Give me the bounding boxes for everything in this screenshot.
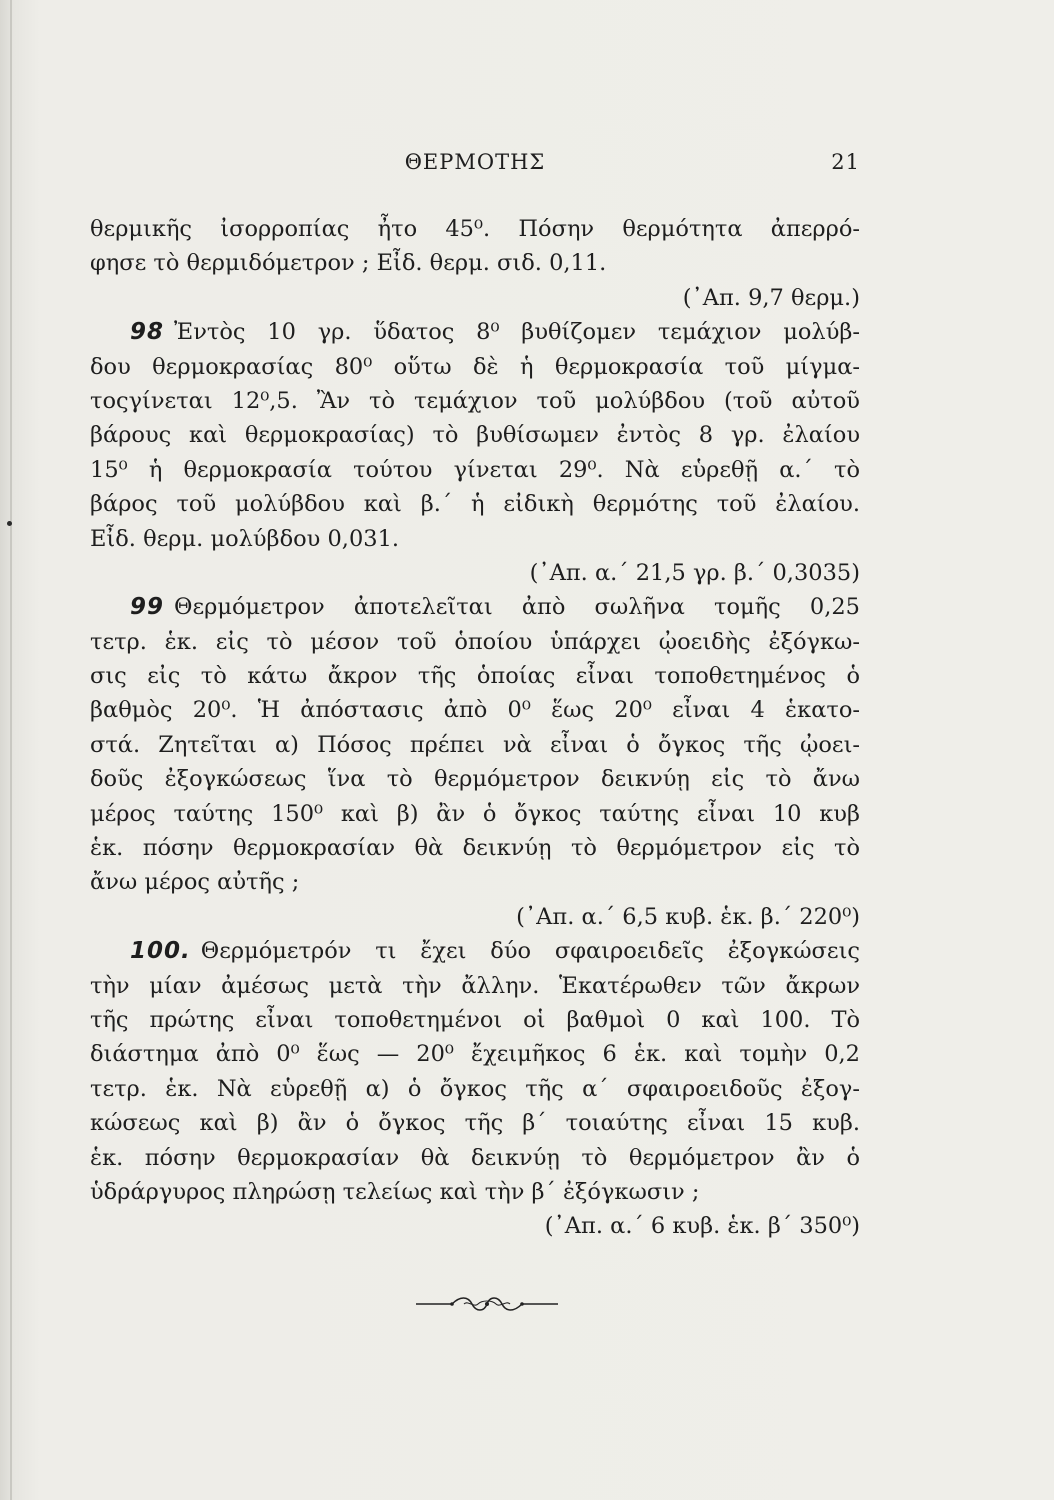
text-line: τὴν μίαν ἀμέσως μετὰ τὴν ἄλλην. Ἑκατέρωθεν τῶν ἄκρων bbox=[90, 972, 860, 999]
text-line: Θερμόμετρόν τι ἔχει δύο σφαιροειδεῖς ἐξογκώσεις bbox=[200, 938, 860, 965]
text-line: βάρους καὶ θερμοκρασίας) τὸ βυθίσωμεν ἐντὸς 8 γρ. ἐλαίου bbox=[90, 422, 860, 449]
running-header bbox=[90, 150, 860, 180]
binding-edge bbox=[10, 0, 12, 1500]
text-line: ὑδράργυρος πληρώσῃ τελείως καὶ τὴν β΄ ἐξόγκωσιν ; bbox=[90, 1178, 700, 1205]
problem-98-first-line bbox=[90, 315, 860, 349]
text-line: Εἶδ. θερμ. μολύβδου 0,031. bbox=[90, 525, 400, 552]
text-line: δοῦς ἐξογκώσεως ἵνα τὸ θερμόμετρον δεικνύῃ εἰς τὸ ἄνω bbox=[90, 766, 860, 793]
text-line: σις εἰς τὸ κάτω ἄκρον τῆς ὁποίας εἶναι τοποθετημένος ὁ bbox=[90, 663, 860, 690]
text-line: ἄνω μέρος αὐτῆς ; bbox=[90, 869, 300, 896]
text-line: βαθμὸς 20⁰. Ἡ ἀπόστασις ἀπὸ 0⁰ ἕως 20⁰ εἶναι 4 ἑκατο- bbox=[90, 697, 860, 724]
problem-99-first-line bbox=[90, 590, 860, 624]
text-line: τετρ. ἑκ. Νὰ εὑρεθῇ α) ὁ ὄγκος τῆς α΄ σφαιροειδοῦς ἐξογ- bbox=[90, 1075, 860, 1102]
answer-line: (᾿Απ. α.΄ 6 κυβ. ἑκ. β΄ 350⁰) bbox=[544, 1213, 860, 1240]
margin-mark bbox=[7, 521, 12, 526]
problem-100-first-line bbox=[90, 934, 860, 968]
text-line: δου θερμοκρασίας 80⁰ οὕτω δὲ ἡ θερμοκρασία τοῦ μίγμα- bbox=[90, 353, 860, 380]
ornament-divider-icon bbox=[412, 1292, 562, 1316]
answer-line: (᾿Απ. α.΄ 21,5 γρ. β.΄ 0,3035) bbox=[529, 559, 860, 586]
page-body bbox=[90, 212, 860, 1244]
answer-line: (᾿Απ. 9,7 θερμ.) bbox=[682, 284, 860, 311]
text-line: διάστημα ἀπὸ 0⁰ ἕως — 20⁰ ἔχειμῆκος 6 ἑκ. καὶ τομὴν 0,2 bbox=[90, 1041, 860, 1068]
text-line: 15⁰ ἡ θερμοκρασία τούτου γίνεται 29⁰. Νὰ εὑρεθῇ α.΄ τὸ bbox=[90, 456, 860, 483]
text-line: τετρ. ἑκ. εἰς τὸ μέσον τοῦ ὁποίου ὑπάρχει ᾠοειδὴς ἐξόγκω- bbox=[90, 628, 860, 655]
text-line: τῆς πρώτης εἶναι τοποθετημένοι οἱ βαθμοὶ 0 καὶ 100. Τὸ bbox=[90, 1006, 860, 1033]
problem-number: 98 bbox=[130, 319, 165, 346]
text-line: θερμικῆς ἰσορροπίας ἦτο 45⁰. Πόσην θερμότητα ἀπερρό- bbox=[90, 216, 860, 242]
text-line: Ἐντὸς 10 γρ. ὕδατος 8⁰ βυθίζομεν τεμάχιον μολύβ- bbox=[174, 319, 860, 346]
page-title: ΘΕΡΜΟΤΗΣ bbox=[404, 150, 546, 174]
text-line: κώσεως καὶ β) ἂν ὁ ὄγκος τῆς β΄ τοιαύτης εἶναι 15 κυβ. bbox=[90, 1110, 860, 1137]
text-line: στά. Ζητεῖται α) Πόσος πρέπει νὰ εἶναι ὁ ὄγκος τῆς ᾠοει- bbox=[90, 731, 860, 758]
answer-line: (᾿Απ. α.΄ 6,5 κυβ. ἑκ. β.΄ 220⁰) bbox=[516, 903, 860, 930]
text-line: Θερμόμετρον ἀποτελεῖται ἀπὸ σωλῆνα τομῆς 0,25 bbox=[174, 594, 860, 621]
text-line: ἑκ. πόσην θερμοκρασίαν θὰ δεικνύῃ τὸ θερμόμετρον ἂν ὁ bbox=[90, 1144, 860, 1171]
text-line: μέρος ταύτης 150⁰ καὶ β) ἂν ὁ ὄγκος ταύτης εἶναι 10 κυβ bbox=[90, 800, 860, 827]
text-line: φησε τὸ θερμιδόμετρον ; Εἶδ. θερμ. σιδ. 0,11. bbox=[90, 250, 607, 277]
text-line: τοςγίνεται 12⁰,5. Ἂν τὸ τεμάχιον τοῦ μολύβδου (τοῦ αὐτοῦ bbox=[90, 387, 860, 414]
problem-number: 100. bbox=[130, 938, 191, 965]
page-number: 21 bbox=[831, 150, 860, 174]
problem-number: 99 bbox=[130, 594, 165, 621]
text-line: ἑκ. πόσην θερμοκρασίαν θὰ δεικνύῃ τὸ θερμόμετρον εἰς τὸ bbox=[90, 835, 860, 862]
text-line: βάρος τοῦ μολύβδου καὶ β.΄ ἡ εἰδικὴ θερμότης τοῦ ἐλαίου. bbox=[90, 491, 860, 518]
